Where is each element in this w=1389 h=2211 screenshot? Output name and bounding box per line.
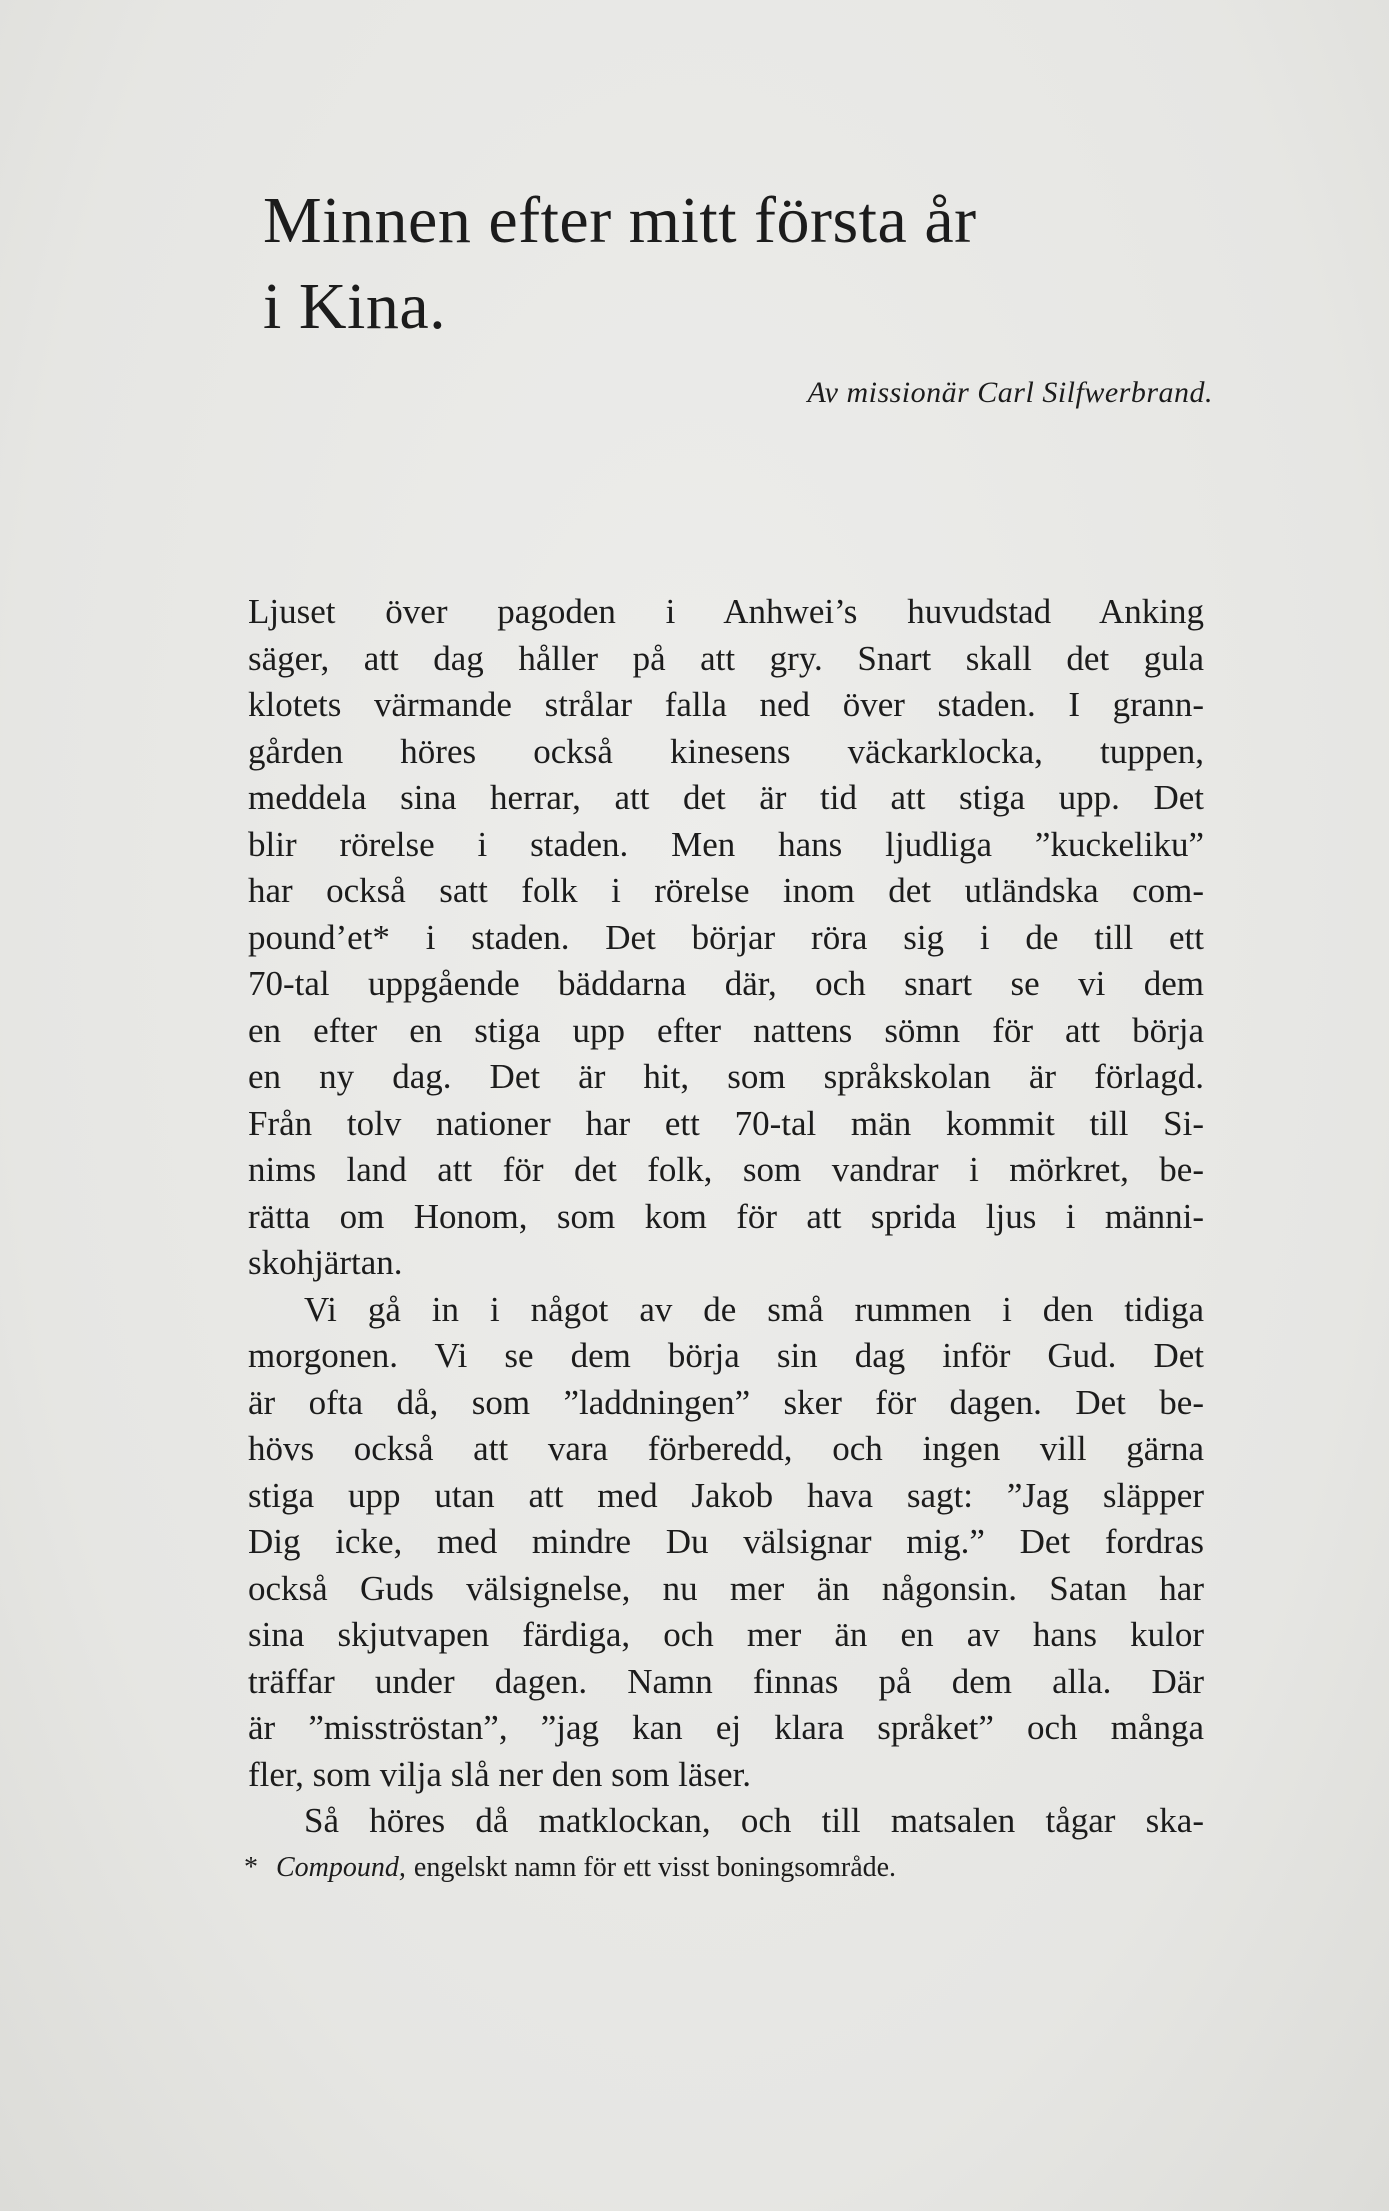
body-line: morgonen. Vi se dem börja sin dag inför Gud. Det: [248, 1336, 1204, 1375]
body-line: en ny dag. Det är hit, som språkskolan är förlagd.: [248, 1057, 1204, 1096]
body-line: stiga upp utan att med Jakob hava sagt: ”Jag släpper: [248, 1475, 1204, 1515]
body-line: säger, att dag håller på att gry. Snart skall det gula: [248, 638, 1204, 678]
footnote-text: engelskt namn för ett visst boningsområde.: [413, 1852, 897, 1883]
body-line: Vi gå in i något av de små rummen i den tidiga: [304, 1289, 1204, 1329]
body-line: nims land att för det folk, som vandrar i mörkret, be-: [248, 1150, 1204, 1189]
body-line: pound’et* i staden. Det börjar röra sig i de till ett: [248, 917, 1204, 957]
body-line: meddela sina herrar, att det är tid att stiga upp. Det: [248, 778, 1204, 817]
body-line: en efter en stiga upp efter nattens sömn för att börja: [248, 1010, 1204, 1050]
body-line: hövs också att vara förberedd, och ingen vill gärna: [248, 1429, 1204, 1468]
body-line: är ofta då, som ”laddningen” sker för dagen. Det be-: [248, 1382, 1204, 1422]
body-line: sina skjutvapen färdiga, och mer än en av hans kulor: [248, 1615, 1204, 1654]
byline: Av missionär Carl Silfwerbrand.: [807, 376, 1213, 409]
body-line: Från tolv nationer har ett 70-tal män kommit till Si-: [248, 1103, 1204, 1143]
body-line: skohjärtan.: [248, 1243, 403, 1282]
article-title: [263, 178, 1223, 350]
footnote-term: Compound,: [276, 1852, 406, 1883]
body-line: blir rörelse i staden. Men hans ljudliga ”kuckeliku”: [248, 824, 1204, 864]
body-line: fler, som vilja slå ner den som läser.: [248, 1754, 752, 1794]
body-line: också Guds välsignelse, nu mer än någonsin. Satan har: [248, 1568, 1204, 1608]
body-line: Dig icke, med mindre Du välsignar mig.” Det fordras: [248, 1522, 1204, 1561]
footnote: [244, 1852, 896, 1884]
title-line-1: Minnen efter mitt första år: [263, 184, 977, 257]
title-line-2: i Kina.: [263, 270, 447, 343]
footnote-marker: *: [244, 1852, 258, 1883]
body-line: rätta om Honom, som kom för att sprida ljus i männi-: [248, 1196, 1204, 1236]
body-line: klotets värmande strålar falla ned över staden. I grann-: [248, 685, 1204, 724]
body-line: träffar under dagen. Namn finnas på dem alla. Där: [248, 1661, 1204, 1701]
body-line: Så höres då matklockan, och till matsalen tågar ska-: [304, 1801, 1204, 1840]
body-line: Ljuset över pagoden i Anhwei’s huvudstad Anking: [248, 592, 1204, 631]
body-line: har också satt folk i rörelse inom det utländska com-: [248, 871, 1204, 910]
body-line: är ”misströstan”, ”jag kan ej klara språket” och många: [248, 1708, 1204, 1747]
body-line: 70-tal uppgående bäddarna där, och snart se vi dem: [248, 964, 1204, 1003]
body-line: gården höres också kinesens väckarklocka, tuppen,: [248, 731, 1204, 771]
